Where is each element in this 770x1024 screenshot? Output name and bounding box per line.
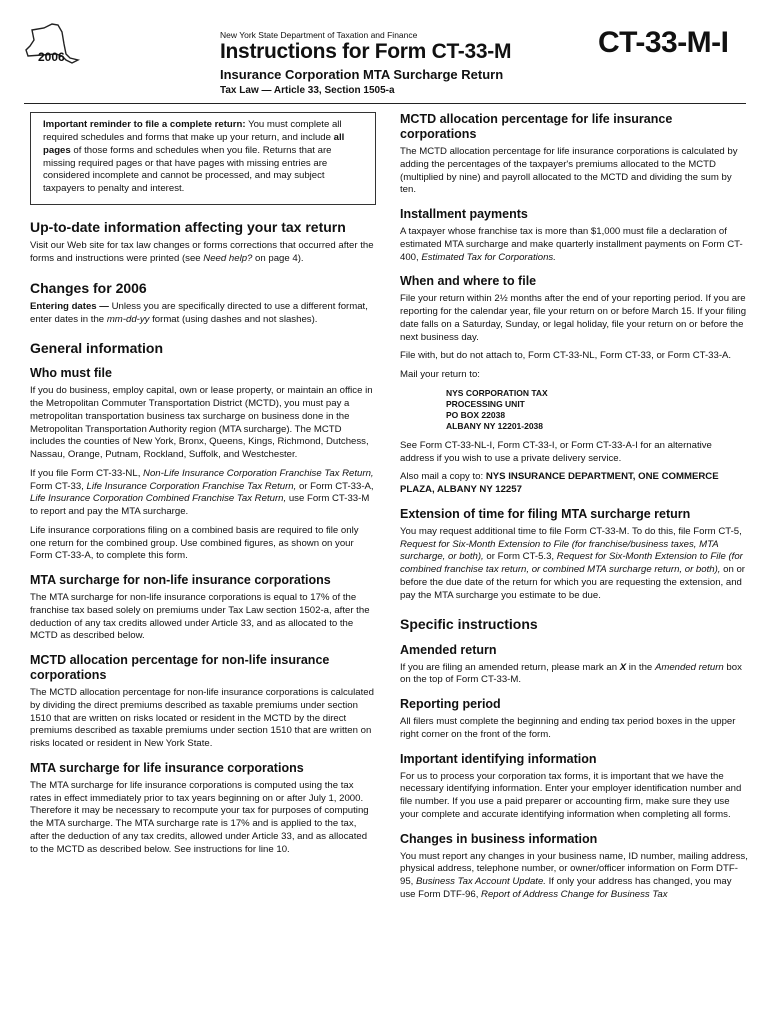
uptodate-text-1: Visit our Web site for tax law changes or forms corrections that occurred after the forms and instructions were printed (see bbox=[30, 240, 374, 264]
form-ct53-name: Request for Six-Month Extension to File (for combined franchise tax return, or combined MTA surcharge return, or both), bbox=[400, 551, 743, 576]
copy-paragraph bbox=[400, 471, 748, 497]
when-paragraph-2: File with, but do not attach to, Form CT-33-NL, Form CT-33, or Form CT-33-A. bbox=[400, 350, 732, 362]
changes-text-2: format (using dashes and not slashes). bbox=[149, 313, 318, 325]
amended-text-b: in the bbox=[626, 661, 655, 673]
form-ct33a-name: Life Insurance Corporation Combined Franchise Tax Return, bbox=[30, 493, 287, 505]
form-dtf96-name: Report of Address Change for Business Tax bbox=[481, 888, 668, 900]
reminder-bold: all pages bbox=[43, 131, 345, 156]
general-info-heading: General information bbox=[30, 340, 164, 357]
tax-law-reference: Tax Law — Article 33, Section 1505-a bbox=[220, 85, 395, 96]
form-ct33nl-name: Non-Life Insurance Corporation Franchise Tax Return, bbox=[143, 467, 374, 479]
nonlife-alloc-paragraph: The MCTD allocation percentage for non-life insurance corporations is calculated by dividing the direct premiums described as taxable premiums under section 1510 that are written on risks located or resident in the MCTD by the direct premiums described as taxable premiums under section 1510 that are written on risks located or resident in New York State. bbox=[30, 687, 374, 750]
address-line-3: PO BOX 22038 bbox=[446, 409, 506, 420]
extension-text-a: You may request additional time to file Form CT-33-M. To do this, file Form CT-5, bbox=[400, 525, 742, 537]
delivery-paragraph: See Form CT-33-NL-I, Form CT-33-I, or Form CT-33-A-I for an alternative address if you wish to use a private delivery service. bbox=[400, 439, 712, 464]
forms-text-e: or Form CT-33-A, bbox=[296, 480, 374, 492]
identifying-heading: Important identifying information bbox=[400, 751, 597, 766]
installment-text: A taxpayer whose franchise tax is more than $1,000 must file a declaration of estimated MTA surcharge and make quarterly installment payments on Form CT-400, bbox=[400, 226, 743, 263]
address-line-2: PROCESSING UNIT bbox=[446, 398, 525, 409]
header-divider bbox=[24, 103, 746, 104]
left-column bbox=[30, 112, 376, 862]
business-changes-heading: Changes in business information bbox=[400, 831, 598, 846]
page-subtitle: Insurance Corporation MTA Surcharge Return bbox=[220, 67, 504, 82]
page-title: Instructions for Form CT-33-M bbox=[220, 40, 512, 63]
forms-text-c: Form CT-33, bbox=[30, 480, 87, 492]
forms-text-a: If you file Form CT-33-NL, bbox=[30, 467, 144, 479]
identifying-paragraph: For us to process your corporation tax forms, it is important that we have the necessary identifying information. Enter your employer identification number and file number. If you use a paid preparer or accounting firm, make sure they use your complete and accurate identifying information when completing all forms. bbox=[400, 770, 742, 820]
life-alloc-paragraph: The MCTD allocation percentage for life insurance corporations is calculated by adding the percentages of the taxpayer's premiums allocated to the MCTD (multiplied by nine) and payroll allocated to the MCTD and dividing the sum by ten. bbox=[400, 146, 738, 196]
changes-text-1: Unless you are specifically directed to use a different format, enter dates in the bbox=[30, 300, 368, 325]
entering-dates-lead: Entering dates — bbox=[30, 300, 109, 312]
uptodate-heading: Up-to-date information affecting your tax return bbox=[30, 219, 346, 236]
form-ct33-name: Life Insurance Corporation Franchise Tax Return, bbox=[86, 480, 297, 492]
changes-paragraph bbox=[30, 301, 376, 327]
form-ct400-name: Estimated Tax for Corporations. bbox=[421, 251, 556, 263]
department-name: New York State Department of Taxation and Finance bbox=[220, 30, 418, 40]
life-alloc-heading: MCTD allocation percentage for life insurance corporations bbox=[400, 112, 673, 141]
address-line-1: NYS CORPORATION TAX bbox=[446, 387, 548, 398]
extension-text-e: on or before the due date of the return for which you are requesting the extension, and pay the MTA surcharge you estimate to be due. bbox=[400, 564, 746, 601]
installment-paragraph bbox=[400, 226, 748, 264]
reminder-text-2: of those forms and schedules when you file. Returns that are missing required pages or that have pages with missing entries are considered incomplete and cannot be processed, and may subject taxpayers to penalty and interest. bbox=[43, 144, 332, 195]
amended-text-a: If you are filing an amended return, please mark an bbox=[400, 661, 620, 673]
date-format: mm-dd-yy bbox=[106, 313, 150, 325]
reminder-box bbox=[30, 112, 376, 205]
uptodate-text-2: on page 4). bbox=[252, 252, 304, 264]
insurance-dept-address: NYS INSURANCE DEPARTMENT, ONE COMMERCE PLAZA, ALBANY NY 12257 bbox=[400, 471, 719, 496]
forms-text-g: use Form CT-33-M to report and pay the MTA surcharge. bbox=[30, 493, 370, 518]
who-must-file-heading: Who must file bbox=[30, 366, 112, 381]
nonlife-heading: MTA surcharge for non-life insurance corporations bbox=[30, 573, 331, 588]
amended-paragraph bbox=[400, 662, 748, 688]
changes-text-a: You must report any changes in your business name, ID number, mailing address, physical address, telephone number, or owner/officer information on Form DTF-95, bbox=[400, 850, 748, 888]
who-must-file-paragraph: If you do business, employ capital, own or lease property, or maintain an office in the Metropolitan Commuter Transportation District (MCTD), you must pay a metropolitan transportation business tax surcharge on business done in the Metropolitan Transportation Authority region (MTA surcharge). The MCTD includes the counties of New York, Bronx, Queens, Kings, Richmond, Dutchess, Nassau, Orange, Putnam, Rockland, Suffolk, and Westchester. bbox=[30, 385, 373, 461]
specific-instructions-heading: Specific instructions bbox=[400, 616, 538, 633]
when-where-heading: When and where to file bbox=[400, 274, 537, 289]
nonlife-paragraph: The MTA surcharge for non-life insurance corporations is equal to 17% of the franchise tax based solely on premiums under Tax Law section 1502-a, after the deduction of any tax credits allowed under Article 33, and as allocated to the MCTD as described below. bbox=[30, 592, 370, 642]
reminder-lead: Important reminder to file a complete return: bbox=[43, 119, 246, 130]
combined-paragraph: Life insurance corporations filing on a combined basis are required to file only one return for the combined group. Use combined figures, as shown on your Form CT-33-A, to complete this form. bbox=[30, 524, 359, 562]
amended-return-box-name: Amended return bbox=[654, 661, 724, 673]
reminder-text-1: You must complete all required schedules and forms that make up your return, and include bbox=[43, 119, 342, 143]
right-column bbox=[400, 112, 748, 908]
extension-text-c: or Form CT-5.3, bbox=[483, 551, 557, 563]
nonlife-alloc-heading: MCTD allocation percentage for non-life insurance corporations bbox=[30, 653, 330, 683]
address-line-4: ALBANY NY 12201-2038 bbox=[446, 420, 544, 431]
mail-to-label: Mail your return to: bbox=[400, 369, 480, 380]
extension-heading: Extension of time for filing MTA surcharge return bbox=[400, 506, 691, 521]
form-dtf95-name: Business Tax Account Update. bbox=[416, 876, 546, 888]
life-heading: MTA surcharge for life insurance corporations bbox=[30, 760, 304, 775]
x-mark: X bbox=[619, 661, 627, 673]
amended-text-d: box on the top of Form CT-33-M. bbox=[400, 661, 742, 686]
business-changes-paragraph bbox=[400, 851, 748, 902]
form-id: CT-33-M-I bbox=[598, 26, 729, 59]
forms-paragraph bbox=[30, 468, 376, 519]
tax-year: 2006 bbox=[38, 50, 65, 64]
uptodate-paragraph bbox=[30, 240, 376, 266]
extension-paragraph bbox=[400, 526, 748, 603]
form-ct5-name: Request for Six-Month Extension to File (for franchise/business taxes, MTA surcharge, or both), bbox=[400, 538, 719, 563]
installment-heading: Installment payments bbox=[400, 207, 528, 221]
life-paragraph: The MTA surcharge for life insurance corporations is computed using the tax rates in effect immediately prior to tax years beginning on or after July 1, 2000. Therefore it may be necessary to recompute your tax for purposes of computing the MTA surcharge. The MTA surcharge rate is 17% and is applied to the tax, after the deduction of any tax credits, allowed under Article 33, and as allocated to the MCTD as described below. See instructions for line 10. bbox=[30, 779, 369, 855]
reporting-heading: Reporting period bbox=[400, 697, 501, 712]
changes-heading: Changes for 2006 bbox=[30, 279, 147, 296]
need-help-ref: Need help? bbox=[203, 252, 253, 264]
changes-text-c: If only your address has changed, you may use Form DTF-96, bbox=[400, 876, 732, 900]
mailing-address bbox=[446, 388, 748, 432]
copy-text: Also mail a copy to: bbox=[400, 471, 486, 483]
amended-heading: Amended return bbox=[400, 642, 497, 657]
reporting-paragraph: All filers must complete the beginning and ending tax period boxes in the upper right corner on the front of the form. bbox=[400, 716, 736, 740]
when-paragraph-1: File your return within 2½ months after the end of your reporting period. If you are reporting for the calendar year, file your return on or before March 15. If your filing date falls on a Saturday, Sunday, or legal holiday, file your return on or before the next business day. bbox=[400, 293, 747, 343]
